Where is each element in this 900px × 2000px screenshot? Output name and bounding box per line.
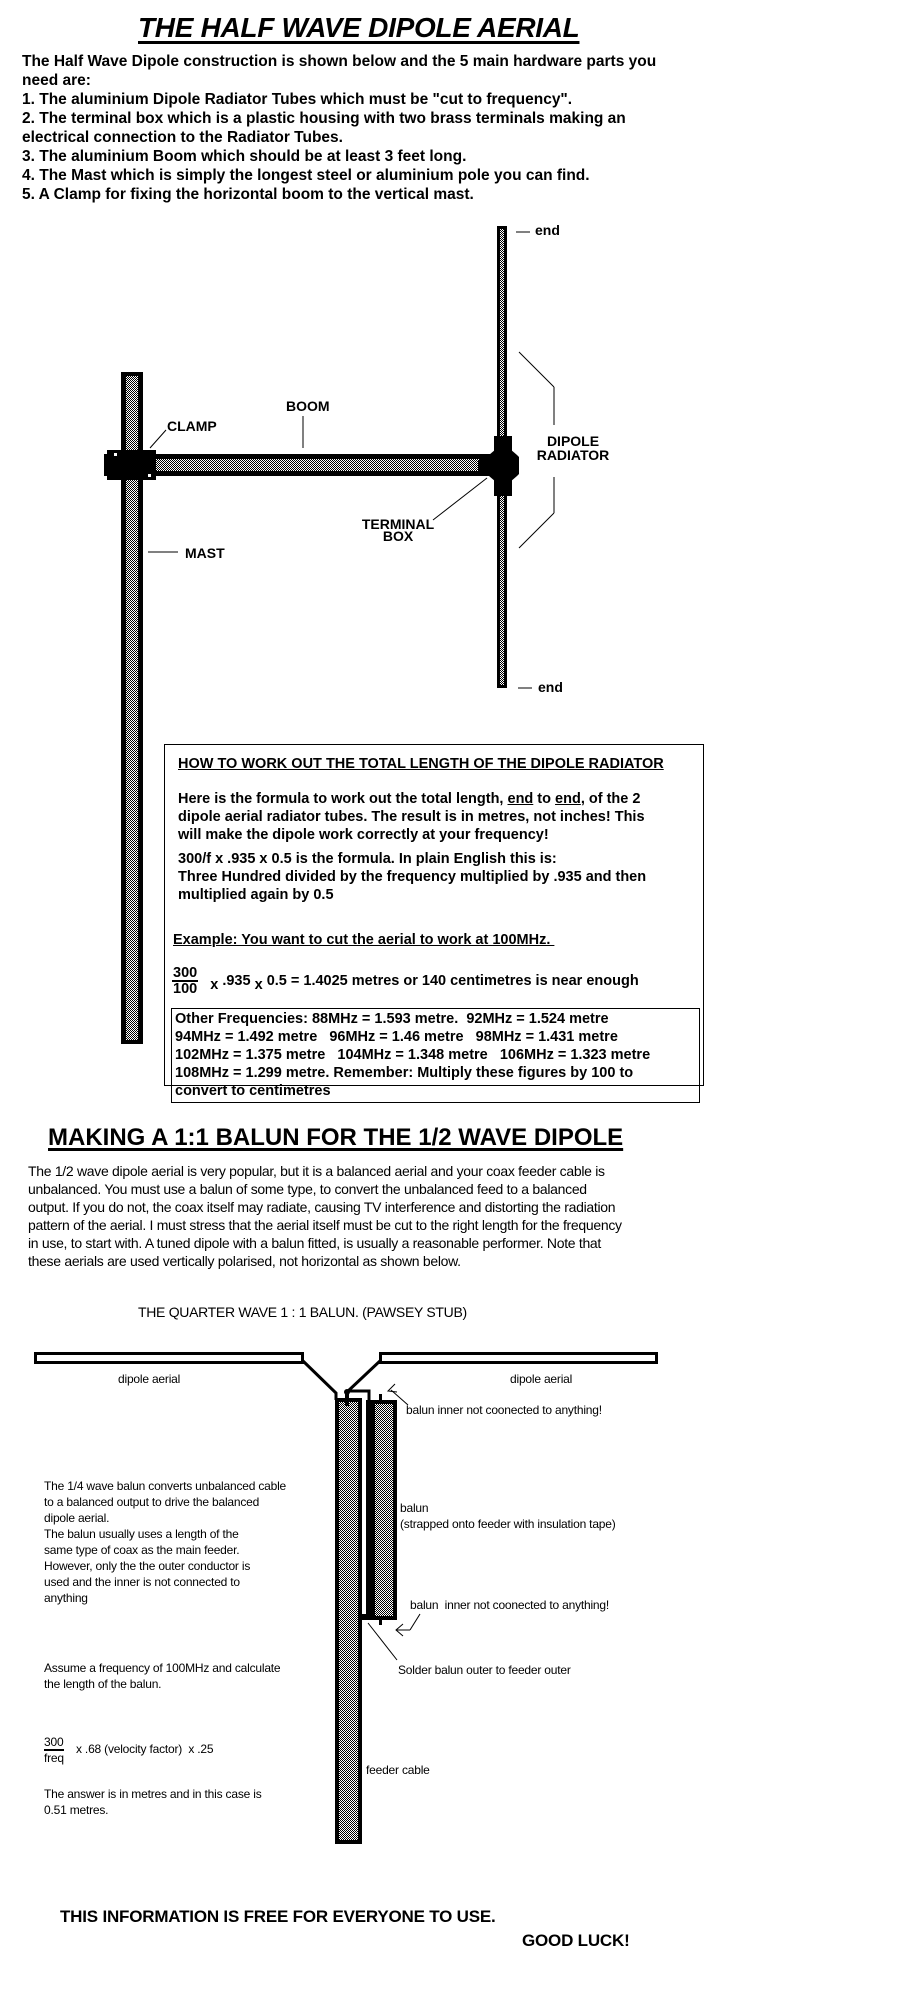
balun-label: [400, 1500, 616, 1532]
balun-inner-bottom-label: balun inner not coonected to anything!: [410, 1598, 610, 1612]
clamp: [104, 450, 156, 480]
formula-text: Here is the formula to work out the total length,: [178, 791, 508, 807]
formula-box-heading: HOW TO WORK OUT THE TOTAL LENGTH OF THE DIPOLE RADIATOR: [178, 756, 664, 772]
balun-wires: [302, 1360, 381, 1400]
balun-fraction-numerator: 300: [44, 1735, 64, 1749]
assume-text: [44, 1660, 344, 1692]
intro-line: 3. The aluminium Boom which should be at least 3 feet long.: [22, 148, 467, 165]
terminal-box-label: [356, 518, 440, 542]
frequency-line: 94MHz = 1.492 metre 96MHz = 1.46 metre 98MHz = 1.431 metre: [175, 1029, 618, 1045]
answer-line: The answer is in metres and in this case is: [44, 1787, 262, 1801]
balun-calc-rest: x .68 (velocity factor) x .25: [76, 1742, 214, 1756]
formula-text: multiplied again by 0.5: [178, 887, 334, 903]
assume-line: the length of the balun.: [44, 1677, 162, 1691]
side-text-line: same type of coax as the main feeder.: [44, 1543, 240, 1557]
formula-text: will make the dipole work correctly at your frequency!: [178, 827, 549, 843]
end-underlined: end: [555, 791, 581, 807]
feeder-cable-label: feeder cable: [366, 1763, 430, 1777]
paragraph-line: pattern of the aerial. I must stress that the aerial itself must be cut to the right length for the frequency: [28, 1217, 622, 1233]
frequency-line: 108MHz = 1.299 metre. Remember: Multiply these figures by 100 to: [175, 1065, 634, 1081]
balun-diagram-title: THE QUARTER WAVE 1 : 1 BALUN. (PAWSEY STUB): [138, 1304, 467, 1320]
side-text-line: The balun usually uses a length of the: [44, 1527, 239, 1541]
side-text-line: dipole aerial.: [44, 1511, 110, 1525]
factor: .935: [222, 972, 251, 989]
intro-line: 4. The Mast which is simply the longest steel or aluminium pole you can find.: [22, 167, 590, 184]
mast-label: MAST: [185, 545, 225, 561]
solder-label: Solder balun outer to feeder outer: [398, 1663, 571, 1677]
frequency-line: convert to centimetres: [175, 1083, 331, 1099]
side-text-line: anything: [44, 1591, 88, 1605]
fraction-denominator: 100: [173, 981, 198, 997]
terminal-box-label-line1: TERMINAL: [361, 516, 435, 532]
dipole-aerial-label-right: dipole aerial: [510, 1372, 573, 1386]
balun-stub: [362, 1394, 397, 1625]
page-title: THE HALF WAVE DIPOLE AERIAL: [138, 12, 580, 43]
side-text-line: However, only the the outer conductor is: [44, 1559, 251, 1573]
end-label-bottom: end: [538, 679, 563, 695]
balun-right-dipole: [379, 1352, 658, 1364]
terminal-box-label-line2: BOX: [382, 528, 414, 544]
formula-text: to: [533, 791, 556, 807]
side-text-line: The 1/4 wave balun converts unbalanced cable: [44, 1479, 287, 1493]
calc-result: 0.5 = 1.4025 metres or 140 centimetres is near enough: [266, 972, 639, 989]
formula-text: dipole aerial radiator tubes. The result is in metres, not inches! This: [178, 809, 645, 825]
multiply-sign: x: [210, 976, 219, 993]
answer-text: [44, 1786, 344, 1818]
formula-text: 300/f x .935 x 0.5 is the formula. In plain English this is:: [178, 851, 557, 867]
clamp-label: CLAMP: [167, 418, 217, 434]
dipole-radiator-label-line2: RADIATOR: [536, 447, 610, 463]
formula-text: Three Hundred divided by the frequency multiplied by .935 and then: [178, 869, 647, 885]
intro-line: 2. The terminal box which is a plastic housing with two brass terminals making an: [22, 110, 626, 127]
footer-free-info: THIS INFORMATION IS FREE FOR EVERYONE TO USE.: [60, 1907, 496, 1926]
feeder-cable: [335, 1392, 362, 1844]
paragraph-line: The 1/2 wave dipole aerial is very popular, but it is a balanced aerial and your coax feeder cable is: [28, 1163, 605, 1179]
end-label-top: end: [535, 222, 560, 238]
balun-heading: MAKING A 1:1 BALUN FOR THE 1/2 WAVE DIPOLE: [48, 1124, 624, 1151]
frequency-line: Other Frequencies: 88MHz = 1.593 metre. 92MHz = 1.524 metre: [175, 1011, 609, 1027]
fraction: [172, 966, 198, 996]
paragraph-line: these aerials are used vertically polarised, not horizontal as shown below.: [28, 1253, 461, 1269]
assume-line: Assume a frequency of 100MHz and calculate: [44, 1661, 281, 1675]
dipole-aerial-label-left: dipole aerial: [118, 1372, 181, 1386]
frequency-line: 102MHz = 1.375 metre 104MHz = 1.348 metre 106MHz = 1.323 metre: [175, 1047, 651, 1063]
example-calculation: [172, 966, 639, 996]
boom-label: BOOM: [286, 398, 330, 414]
boom: [150, 454, 495, 476]
intro-line: 1. The aluminium Dipole Radiator Tubes which must be "cut to frequency".: [22, 91, 573, 108]
multiply-sign: x: [254, 976, 263, 993]
formula-explanation: [178, 850, 646, 904]
formula-text: , of the 2: [580, 791, 641, 807]
intro-line: The Half Wave Dipole construction is shown below and the 5 main hardware parts you: [22, 53, 657, 70]
balun-calc-fraction: [44, 1734, 64, 1766]
balun-label-line2: (strapped onto feeder with insulation tape): [400, 1517, 616, 1531]
intro-line: need are:: [22, 72, 91, 89]
intro-line: 5. A Clamp for fixing the horizontal boom to the vertical mast.: [22, 186, 474, 203]
side-text-line: used and the inner is not connected to: [44, 1575, 240, 1589]
balun-inner-top-label: balun inner not coonected to anything!: [406, 1403, 602, 1417]
formula-intro: [178, 790, 645, 844]
fraction-numerator: 300: [173, 965, 198, 981]
balun-left-dipole: [34, 1352, 304, 1364]
balun-side-text: [44, 1478, 344, 1606]
intro-line: electrical connection to the Radiator Tubes.: [22, 129, 343, 146]
side-text-line: to a balanced output to drive the balanced: [44, 1495, 260, 1509]
footer-good-luck: GOOD LUCK!: [522, 1931, 630, 1950]
terminal-box: [478, 436, 519, 496]
paragraph-line: unbalanced. You must use a balun of some type, to convert the unbalanced feed to a balanced: [28, 1181, 587, 1197]
balun-fraction-denominator: freq: [44, 1751, 64, 1765]
balun-label-line1: balun: [400, 1501, 429, 1515]
example-text: Example: You want to cut the aerial to work at 100MHz.: [173, 932, 555, 948]
other-frequencies-box: [171, 1008, 700, 1103]
paragraph-line: in use, to start with. A tuned dipole with a balun fitted, is usually a reasonable performer. Note that: [28, 1235, 602, 1251]
answer-line: 0.51 metres.: [44, 1803, 109, 1817]
dipole-radiator-label-line1: DIPOLE: [546, 433, 600, 449]
balun-paragraph: [28, 1162, 728, 1270]
dipole-radiator-label: [530, 434, 616, 462]
end-underlined: end: [507, 791, 534, 807]
paragraph-line: output. If you do not, the coax itself may radiate, causing TV interference and distorting the radiation: [28, 1199, 616, 1215]
